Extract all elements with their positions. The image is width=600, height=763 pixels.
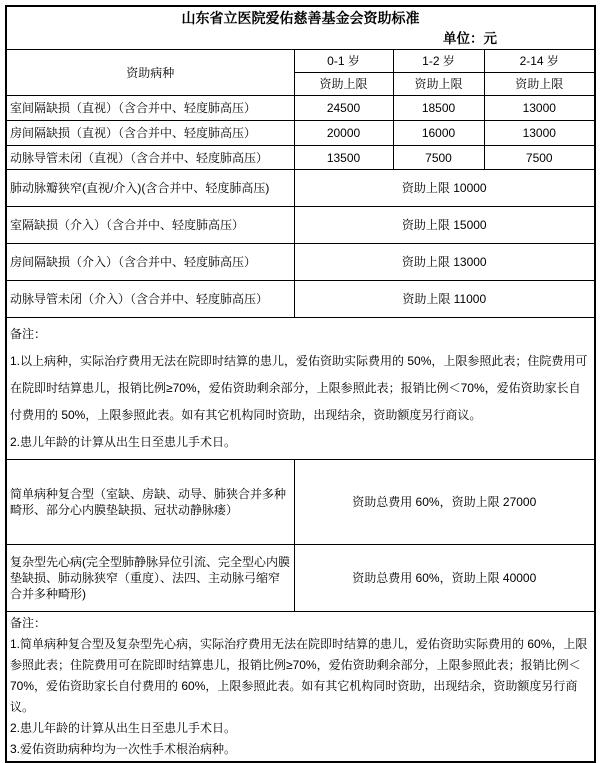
note-item: 2.患儿年龄的计算从出生日至患儿手术日。: [10, 435, 237, 449]
notes-label: 备注：: [10, 327, 47, 341]
amount-cell: 20000: [294, 121, 393, 146]
subsidy-standard-table: [5, 5, 596, 763]
amount-cell: 13000: [484, 96, 595, 121]
amount-cell: 24500: [294, 96, 393, 121]
amount-cell: 13500: [294, 146, 393, 170]
table-row: [6, 96, 595, 121]
col-header-age-1-2: 1-2 岁: [393, 50, 484, 73]
col-header-age-0-1: 0-1 岁: [294, 50, 393, 73]
merged-amount-cell: 资助上限 10000: [294, 170, 595, 207]
merged-amount-cell: 资助总费用 60%，资助上限 40000: [294, 545, 595, 612]
disease-label: 房间隔缺损（介入）（含合并中、轻度肺高压）: [6, 244, 294, 281]
col-header-age-2-14: 2-14 岁: [484, 50, 595, 73]
subheader-cap-2: 资助上限: [393, 73, 484, 96]
table-row: [6, 207, 595, 244]
table-row: [6, 281, 595, 318]
table-row: [6, 170, 595, 207]
disease-label: 肺动脉瓣狭窄(直视/介入)(含合并中、轻度肺高压): [6, 170, 294, 207]
merged-amount-cell: 资助上限 15000: [294, 207, 595, 244]
disease-label: 房间隔缺损（直视）（含合并中、轻度肺高压）: [6, 121, 294, 146]
title-cell: [6, 6, 595, 50]
amount-cell: 18500: [393, 96, 484, 121]
table-row: [6, 121, 595, 146]
amount-cell: 16000: [393, 121, 484, 146]
table-row: [6, 244, 595, 281]
merged-amount-cell: 资助总费用 60%，资助上限 27000: [294, 460, 595, 545]
subheader-cap-3: 资助上限: [484, 73, 595, 96]
table-row: [6, 545, 595, 612]
amount-cell: 13000: [484, 121, 595, 146]
disease-label: 动脉导管未闭（直视）（含合并中、轻度肺高压）: [6, 146, 294, 170]
merged-amount-cell: 资助上限 13000: [294, 244, 595, 281]
merged-amount-cell: 资助上限 11000: [294, 281, 595, 318]
table-row: [6, 146, 595, 170]
subheader-cap-1: 资助上限: [294, 73, 393, 96]
note-item: 1.简单病种复合型及复杂型先心病，实际治疗费用无法在院即时结算的患儿，爱佑资助实际费用的 60%，上限参照此表；住院费用可在院即时结算患儿，报销比例≥70%，爱佑资助剩余部分，上限参照此表；报销比例＜70%，爱佑资助家长自付费用的 60%，上限参照此表。如有其它机构同时资助，出现结余，资助额度另行商议。: [10, 637, 588, 714]
unit-label: 单位：元: [443, 31, 497, 46]
disease-label: 室隔缺损（介入）（含合并中、轻度肺高压）: [6, 207, 294, 244]
col-header-disease: 资助病种: [6, 50, 294, 96]
note-item: 2.患儿年龄的计算从出生日至患儿手术日。: [10, 721, 237, 735]
table-row: [6, 460, 595, 545]
disease-label: 简单病种复合型（室缺、房缺、动导、肺狭合并多种畸形、部分心内膜垫缺损、冠状动静脉瘘）: [6, 460, 294, 545]
document-title: 山东省立医院爱佑慈善基金会资助标准: [181, 10, 420, 26]
notes-section-2: [6, 612, 595, 763]
notes-label: 备注：: [10, 616, 47, 630]
amount-cell: 7500: [393, 146, 484, 170]
disease-label: 复杂型先心病(完全型肺静脉异位引流、完全型心内膜垫缺损、肺动脉狭窄（重度）、法四、主动脉弓缩窄合并多种畸形): [6, 545, 294, 612]
disease-label: 动脉导管未闭（介入）（含合并中、轻度肺高压）: [6, 281, 294, 318]
note-item: 1.以上病种，实际治疗费用无法在院即时结算的患儿，爱佑资助实际费用的 50%，上限参照此表；住院费用可在院即时结算患儿，报销比例≥70%，爱佑资助剩余部分，上限参照此表；报销比例＜70%，爱佑资助家长自付费用的 50%，上限参照此表。如有其它机构同时资助，出现结余，资助额度另行商议。: [10, 354, 588, 422]
note-item: 3.爱佑资助病种均为一次性手术根治病种。: [10, 742, 237, 756]
amount-cell: 7500: [484, 146, 595, 170]
disease-label: 室间隔缺损（直视）（含合并中、轻度肺高压）: [6, 96, 294, 121]
notes-section-1: [6, 318, 595, 460]
